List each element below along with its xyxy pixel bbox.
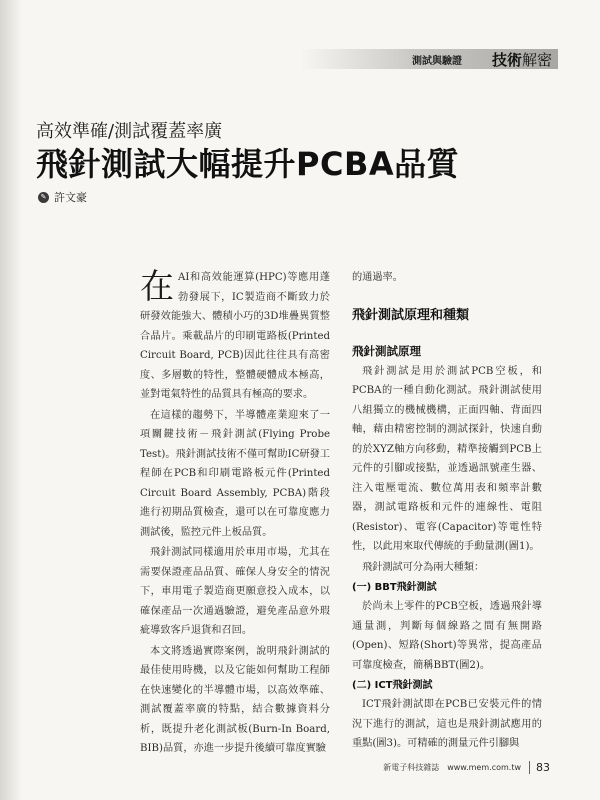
magazine-website: www.mem.com.tw: [447, 763, 521, 772]
paragraph: 飛針測試是用於測試PCB空板，和PCBA的一種自動化測試。飛針測試使用八組獨立的機械機構，正面四軸、背面四軸，藉由精密控制的測試探針，快速自動的於XYZ軸方向移動，精準接觸到PCB上元件的引腳或接點，並透過訊號產生器、注入電壓電流、數位萬用表和頻率計數器，測試電路板和元件的連線性、電阻(Resistor)、電容(Capacitor)等電性特性，以此用來取代傳統的手動量測(圖1)。: [352, 365, 542, 552]
paragraph: [140, 268, 330, 405]
section-heading: 飛針測試原理和種類: [352, 307, 470, 323]
paragraph: ICT飛針測試即在PCB已安裝元件的情況下進行的測試，這也是飛針測試應用的重點(圖3)。可精確的測量元件引腳與: [352, 699, 542, 749]
column-label: [492, 49, 552, 70]
column-label-bold: 技術: [491, 51, 522, 69]
drop-cap: 在: [140, 267, 174, 307]
body-column-right: [352, 268, 542, 755]
body-column-left: [140, 268, 330, 760]
author-name: 許文豪: [54, 191, 87, 204]
paragraph: 飛針測試同樣適用於車用市場，尤其在需要保證產品品質、確保人身安全的情況下，車用電子製造商更願意投入成本，以確保產品一次通過驗證，避免產品意外瑕疵導致客戶退貨和召回。: [140, 547, 330, 636]
article-subtitle: 高效準確/測試覆蓋率廣: [36, 121, 223, 142]
section-label: 測試與驗證: [412, 56, 462, 67]
subsection-heading: 飛針測試原理: [352, 343, 421, 358]
page-gutter-shadow: [0, 0, 22, 800]
paragraph: 在這樣的趨勢下，半導體產業迎來了一項關鍵技術－飛針測試(Flying Probe Test)。飛針測試技術不僅可幫助IC研發工程師在PCB和印刷電路板元件(Printed Circuit Board Assembly, PCBA)階段進行初期品質檢查，還可以在可靠度應力測試後，監控元件上板品質。: [140, 409, 330, 538]
page-number: 83: [529, 761, 550, 774]
magazine-name: 新電子科技雜誌: [383, 763, 440, 772]
paragraph: 的通過率。: [352, 272, 403, 283]
paragraph-text: AI和高效能運算(HPC)等應用蓬勃發展下，IC製造商不斷致力於研發效能強大、體積小巧的3D堆疊異質整合晶片。乘載晶片的印刷電路板(Printed Circuit Board, PCB)因此往往具有高密度、多層數的特性，整體硬體成本極高，並對電氣特性的品質具有極高的要求。: [140, 272, 330, 400]
item-heading-bbt: (一) BBT飛針測試: [352, 582, 437, 593]
paragraph: 於尚未上零件的PCB空板，透過飛針導通量測，判斷每個線路之間有無開路(Open)、短路(Short)等異常，提高產品可靠度檢查，簡稱BBT(圖2)。: [352, 601, 542, 671]
page-footer: [383, 761, 550, 774]
item-heading-ict: (二) ICT飛針測試: [352, 680, 433, 691]
paragraph: 飛針測試可分為兩大種類：: [362, 561, 485, 573]
paragraph: 本文將透過實際案例，說明飛針測試的最佳使用時機，以及它能如何幫助工程師在快速變化的半導體市場，以高效準確、測試覆蓋率廣的特點，結合數據資料分析，既提升老化測試板(Burn-In Board, BIB)品質，亦進一步提升後續可靠度實驗: [140, 645, 330, 754]
author-icon: ✎: [38, 192, 49, 203]
section-header-bar: [300, 49, 558, 69]
author-byline: [38, 189, 87, 205]
column-label-light: 解密: [521, 51, 552, 69]
article-title: 飛針測試大幅提升PCBA品質: [36, 145, 460, 183]
